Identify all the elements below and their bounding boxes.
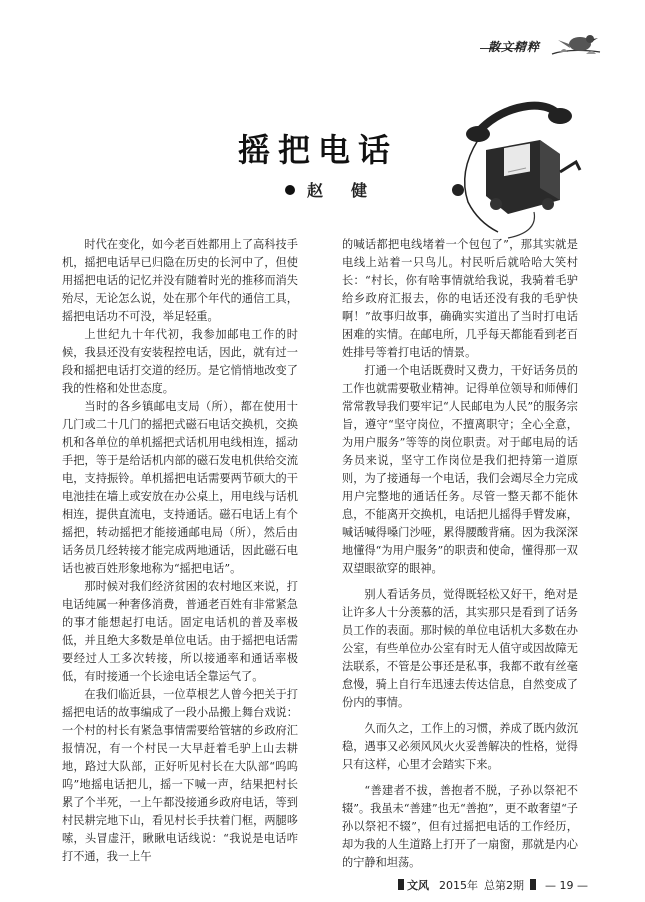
section-tag [480,38,605,58]
section-label: 散文精粹 [488,40,541,54]
article-author [285,178,373,201]
paragraph: 别人看话务员，觉得既轻松又好干，绝对是让许多人十分羡慕的活，其实那只是看到了话务员工作的表面。那时候的单位电话机大多数在办公室，有些单位办公室有时无人值守或因故障无法联系，不管是公事还是私事，我都不敢有丝毫怠慢，骑上自行车迅速去传达信息，自然变成了份内的事情。 [342,588,578,709]
paragraph: 上世纪九十年代初，我参加邮电工作的时候，我县还没有安装程控电话，因此，就有过一段和摇把电话打交道的经历。是它悄悄地改变了我的性格和处世态度。 [62,328,298,395]
article-column-left [62,236,298,866]
paragraph: 在我们临近县，一位草根艺人曾今把关于打摇把电话的故事编成了一段小品搬上舞台戏说：一个村的村长有紧急事情需要给管辖的乡政府汇报情况，有一个村民一大早赶着毛驴上山去耕地，路过大队部，正好听见村长在大队部“呜呜呜”地摇电话把儿，摇一下喊一声，结果把村长累了个半死，一上午都没接通乡政府电话，等到村民耕完地下山，看见村长手扶着门框，两腿哆嗦，头冒虚汗，瞅瞅电话线说：“我说是电话咋打不通，我一上午 [62,688,298,863]
footer-issue: 总第2期 [484,879,524,892]
footer-bar-icon [398,879,404,890]
author-bullet-icon [285,185,295,195]
paragraph: 那时候对我们经济贫困的农村地区来说，打电话纯属一种奢侈消费，普通老百姓有非常紧急的事才能想起打电话。固定电话机的普及率极低，并且绝大多数是单位电话。由于摇把电话需要经过人工多次转接，所以接通率和通话率极低，有时接通一个长途电话全靠运气了。 [62,580,298,683]
bird-on-branch-icon [550,30,602,60]
author-name: 赵 健 [307,181,374,200]
magazine-name: 文风 [407,879,429,892]
paragraph-continuation: 的喊话都把电线堵着一个包包了”，那其实就是电线上站着一只鸟儿。村民听后就哈哈大笑村长：“村长，你有啥事情就给我说，我骑着毛驴给乡政府汇报去，你的电话还没有我的毛驴快啊！”故事归故事，确确实实道出了当时打电话困难的实情。在邮电所，几乎每天都能看到老百姓排号等着打电话的情景。 [342,238,578,359]
paragraph: “善建者不拔，善抱者不脱，子孙以祭祀不辍”。我虽未“善建”也无“善抱”，更不敢奢望“子孙以祭祀不辍”，但有过摇把电话的工作经历，却为我的人生道路上打开了一扇窗，那就是内心的宁静和坦荡。 [342,784,578,869]
paragraph: 久而久之，工作上的习惯，养成了既内敛沉稳，遇事又必须风风火火妥善解决的性格，觉得只有这样，心里才会踏实下来。 [342,722,578,771]
footer-bar-icon [530,879,536,890]
crank-telephone-illustration [448,92,588,242]
footer-year: 2015年 [439,879,478,892]
page-number: — 19 — [545,879,588,892]
article-column-right [342,236,578,872]
paragraph: 时代在变化，如今老百姓都用上了高科技手机，摇把电话早已归隐在历史的长河中了，但使用摇把电话的记忆并没有随着时光的推移而消失殆尽，无论怎么说，处在那个年代的通信工具，摇把电话功不可没，举足轻重。 [62,238,298,323]
article-title: 摇把电话 [238,131,399,169]
page-footer [398,877,588,893]
paragraph: 打通一个电话既费时又费力，干好话务员的工作也就需要敬业精神。记得单位领导和师傅们常常教导我们要牢记“人民邮电为人民”的服务宗旨，遵守“坚守岗位，不擅离职守；全心全意，为用户服务”等等的岗位职责。对于邮电局的话务员来说，坚守工作岗位是我们把持第一道原则，为了接通每一个电话，我们会竭尽全力完成用户完整地的通话任务。尽管一整天都不能休息，不能离开交换机，电话把儿摇得手臂发麻，喊话喊得嗓门沙哑，累得腰酸背痛。因为我深深地懂得“为用户服务”的职责和使命，懂得那一双双望眼欲穿的眼神。 [342,364,578,575]
paragraph: 当时的各乡镇邮电支局（所），都在使用十几门或二十几门的摇把式磁石电话交换机，交换机和各单位的单机摇把式话机用电线相连，摇动手把，等于是给话机内部的磁石发电机供给交流电，支持振铃。单机摇把电话需要两节硕大的干电池挂在墙上或安放在办公桌上，用电线与话机相连，提供直流电，支持通话。磁石电话上有个摇把，转动摇把才能接通邮电局（所），然后由话务员几经转接才能完成两地通话，因此磁石电话也被百姓形象地称为“摇把电话”。 [62,400,298,575]
